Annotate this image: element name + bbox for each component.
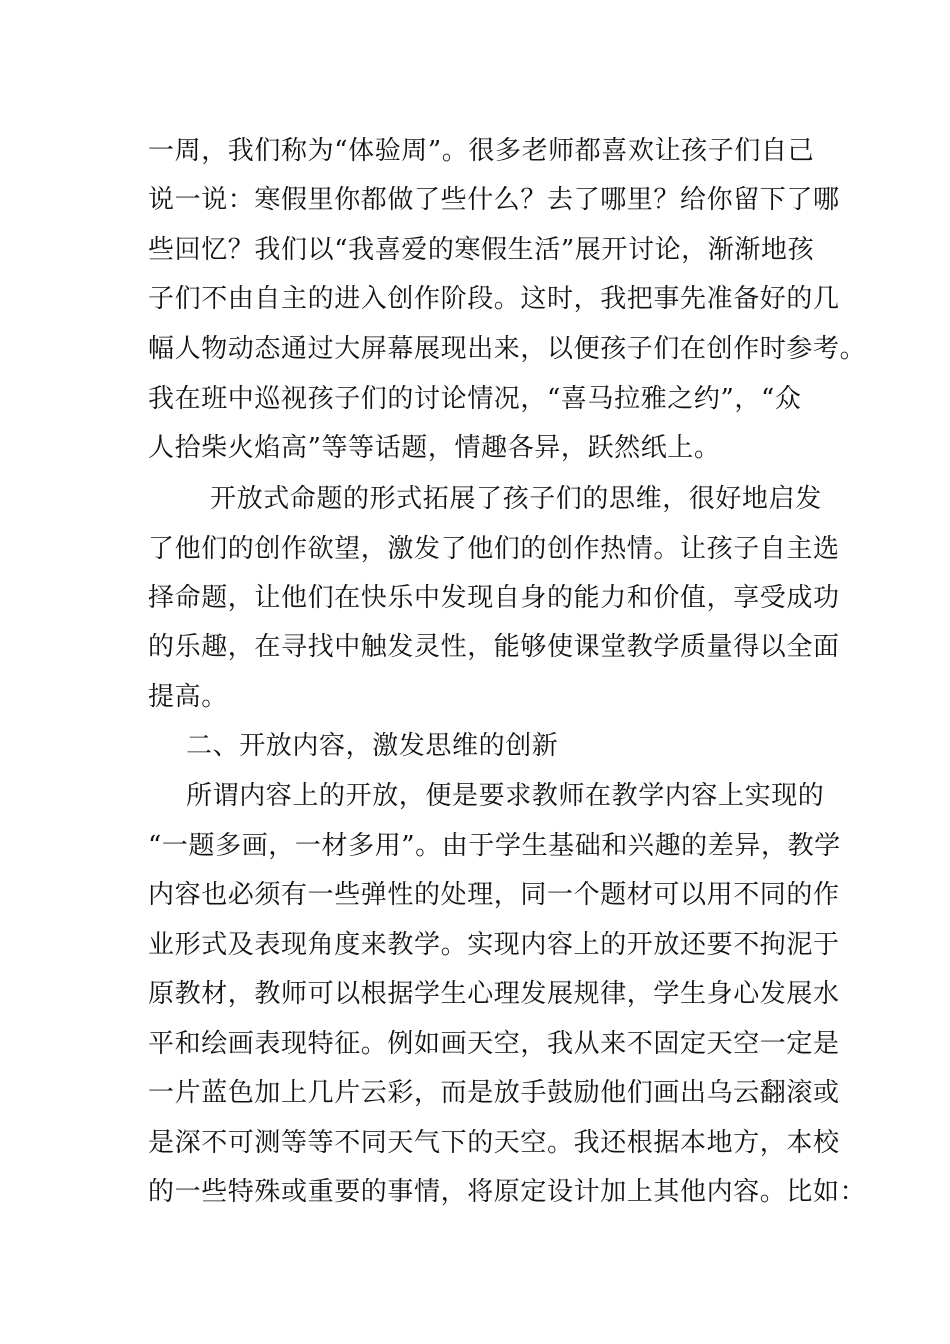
text-line: 平和绘画表现特征。例如画天空，我从来不固定天空一定是 — [148, 1029, 840, 1059]
text-line: 内容也必须有一些弹性的处理，同一个题材可以用不同的作 — [148, 880, 840, 910]
text-line: 的一些特殊或重要的事情，将原定设计加上其他内容。比如： — [148, 1177, 867, 1207]
text-line: 人拾柴火焰高”等等话题，情趣各异，跃然纸上。 — [148, 433, 721, 463]
section-heading: 二、开放内容，激发思维的创新 — [186, 731, 559, 761]
text-line: 择命题，让他们在快乐中发现自身的能力和价值，享受成功 — [148, 583, 840, 613]
text-line: 提高。 — [148, 682, 228, 712]
text-line: 了他们的创作欲望，激发了他们的创作热情。让孩子自主选 — [148, 534, 840, 564]
text-line: 的乐趣，在寻找中触发灵性，能够使课堂教学质量得以全面 — [148, 632, 840, 662]
text-line: 原教材，教师可以根据学生心理发展规律，学生身心发展水 — [148, 979, 840, 1009]
text-line: 一周，我们称为“体验周”。很多老师都喜欢让孩子们自己 — [148, 136, 815, 166]
text-line: 是深不可测等等不同天气下的天空。我还根据本地方，本校 — [148, 1128, 840, 1158]
text-line: 些回忆？我们以“我喜爱的寒假生活”展开讨论，渐渐地孩 — [148, 235, 815, 265]
paragraph-first-line: 所谓内容上的开放，便是要求教师在教学内容上实现的 — [186, 781, 825, 811]
text-line: 业形式及表现角度来教学。实现内容上的开放还要不拘泥于 — [148, 930, 840, 960]
text-line: 说一说：寒假里你都做了些什么？去了哪里？给你留下了哪 — [148, 185, 840, 215]
text-line: 一片蓝色加上几片云彩，而是放手鼓励他们画出乌云翻滚或 — [148, 1078, 840, 1108]
text-line: 幅人物动态通过大屏幕展现出来，以便孩子们在创作时参考。 — [148, 334, 867, 364]
text-line: “一题多画，一材多用”。由于学生基础和兴趣的差异，教学 — [148, 831, 841, 861]
text-line: 我在班中巡视孩子们的讨论情况，“喜马拉雅之约”，“众 — [148, 384, 802, 414]
paragraph-first-line: 开放式命题的形式拓展了孩子们的思维，很好地启发 — [210, 484, 822, 514]
text-line: 子们不由自主的进入创作阶段。这时，我把事先准备好的几 — [148, 284, 840, 314]
